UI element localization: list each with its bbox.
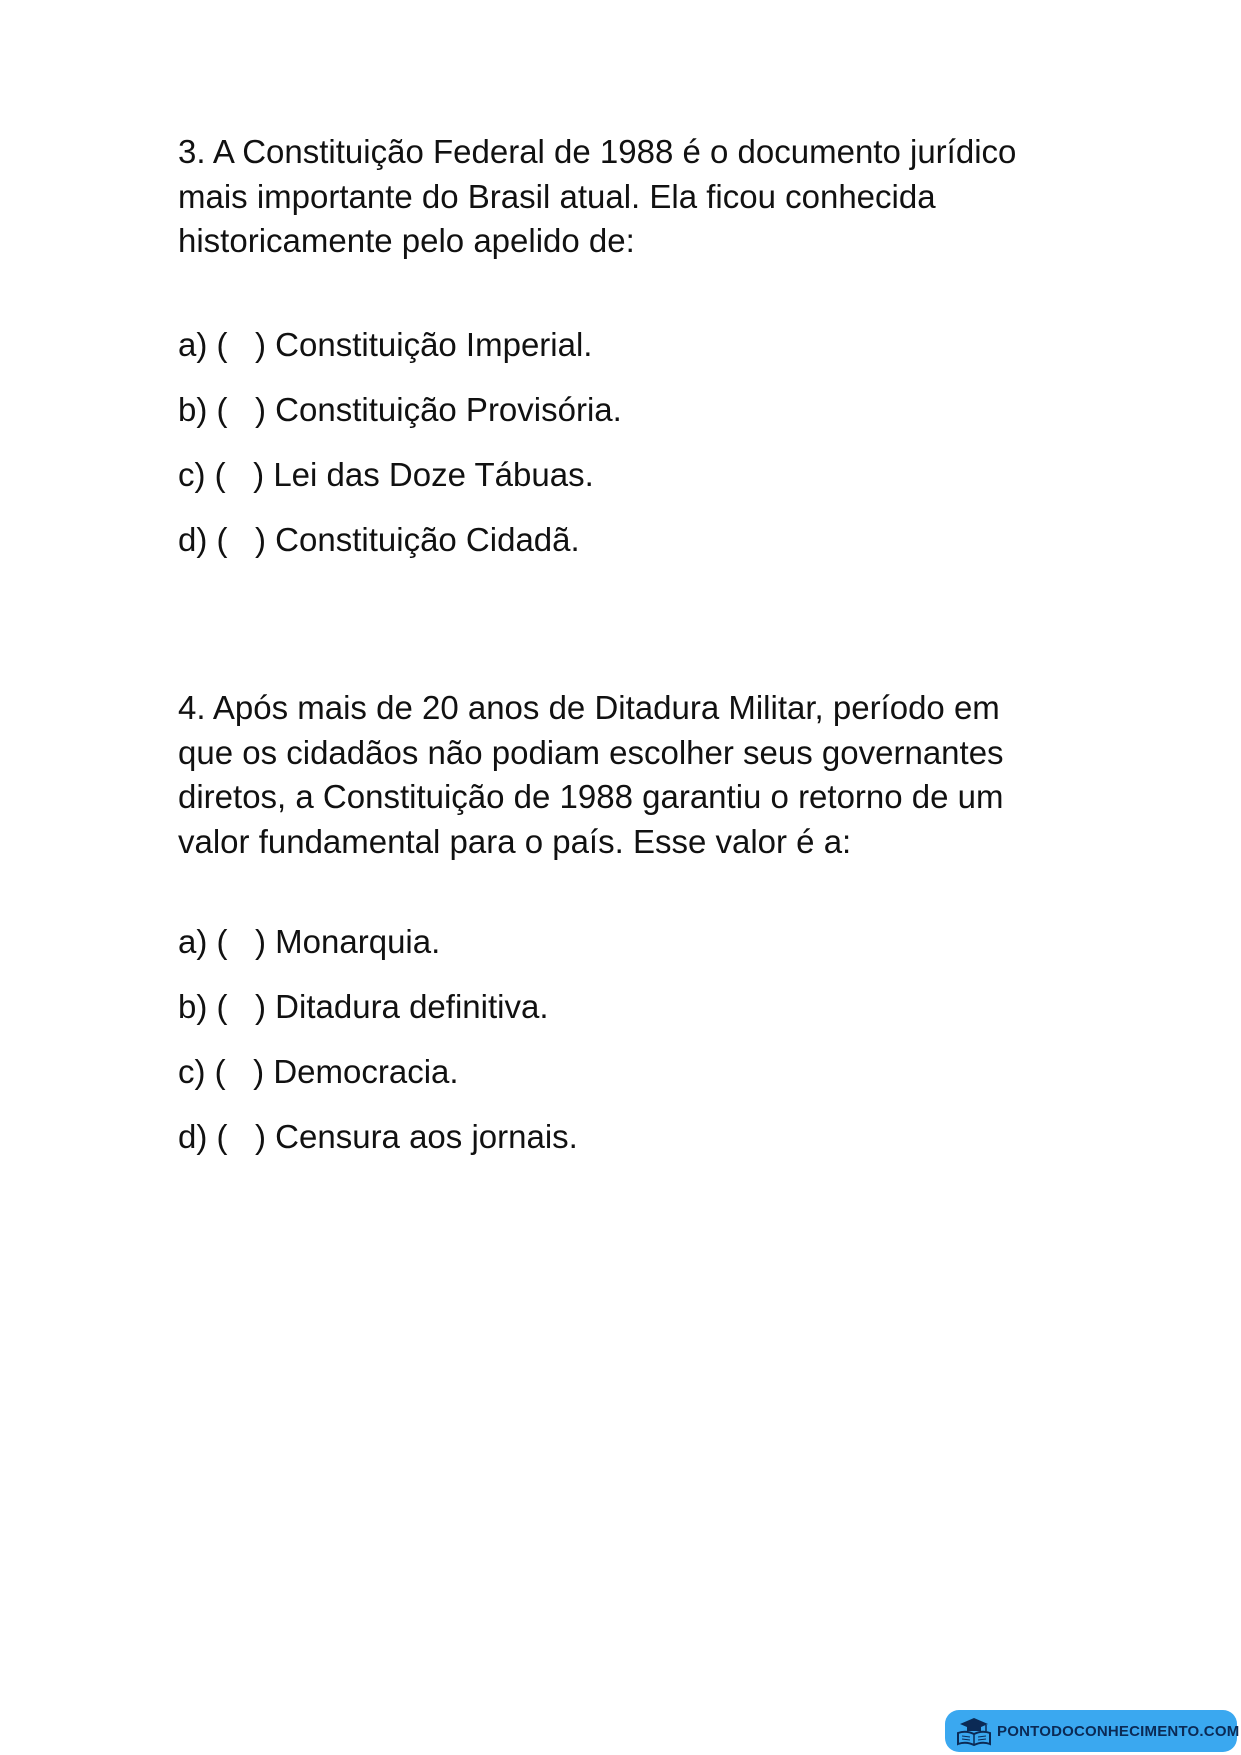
answer-checkbox[interactable]: ( ) [205,456,274,493]
question-3-option-c[interactable] [178,455,1078,520]
question-3 [178,130,1078,264]
option-letter: a) [178,923,208,960]
question-4-text: 4. Após mais de 20 anos de Ditadura Militar, período em que os cidadãos não podiam escolher seus governantes diretos, a Constituição de 1988 garantiu o retorno de um valor fundamental para o país. Esse valor é a: [178,689,1004,860]
graduation-book-icon [955,1716,993,1746]
answer-checkbox[interactable]: ( ) [207,988,276,1025]
question-4-options [178,922,1078,1182]
question-4-option-a[interactable] [178,922,1078,987]
answer-checkbox[interactable]: ( ) [207,326,276,363]
option-text: Democracia. [273,1053,459,1090]
option-letter: a) [178,326,208,363]
site-badge-link[interactable] [945,1710,1240,1752]
answer-checkbox[interactable]: ( ) [207,391,276,428]
option-letter: d) [178,1118,208,1155]
answer-checkbox[interactable]: ( ) [205,1053,274,1090]
question-3-option-a[interactable] [178,325,1078,390]
option-text: Constituição Provisória. [275,391,622,428]
question-4-option-b[interactable] [178,987,1078,1052]
answer-checkbox[interactable]: ( ) [207,1118,276,1155]
option-text: Constituição Imperial. [275,326,593,363]
question-3-text: 3. A Constituição Federal de 1988 é o documento jurídico mais importante do Brasil atual. Ela ficou conhecida historicamente pelo apelido de: [178,133,1017,259]
question-3-option-b[interactable] [178,390,1078,455]
option-text: Monarquia. [275,923,441,960]
option-text: Censura aos jornais. [275,1118,578,1155]
option-letter: c) [178,456,206,493]
answer-checkbox[interactable]: ( ) [207,923,276,960]
question-3-option-d[interactable] [178,520,1078,585]
option-text: Ditadura definitiva. [275,988,549,1025]
option-text: Lei das Doze Tábuas. [273,456,594,493]
option-letter: c) [178,1053,206,1090]
question-4-option-d[interactable] [178,1117,1078,1182]
answer-checkbox[interactable]: ( ) [207,521,276,558]
site-name: PONTODOCONHECIMENTO.COM [997,1722,1240,1740]
option-text: Constituição Cidadã. [275,521,580,558]
option-letter: b) [178,391,208,428]
option-letter: d) [178,521,208,558]
option-letter: b) [178,988,208,1025]
question-4-option-c[interactable] [178,1052,1078,1117]
question-3-options [178,325,1078,585]
question-4 [178,686,1078,864]
